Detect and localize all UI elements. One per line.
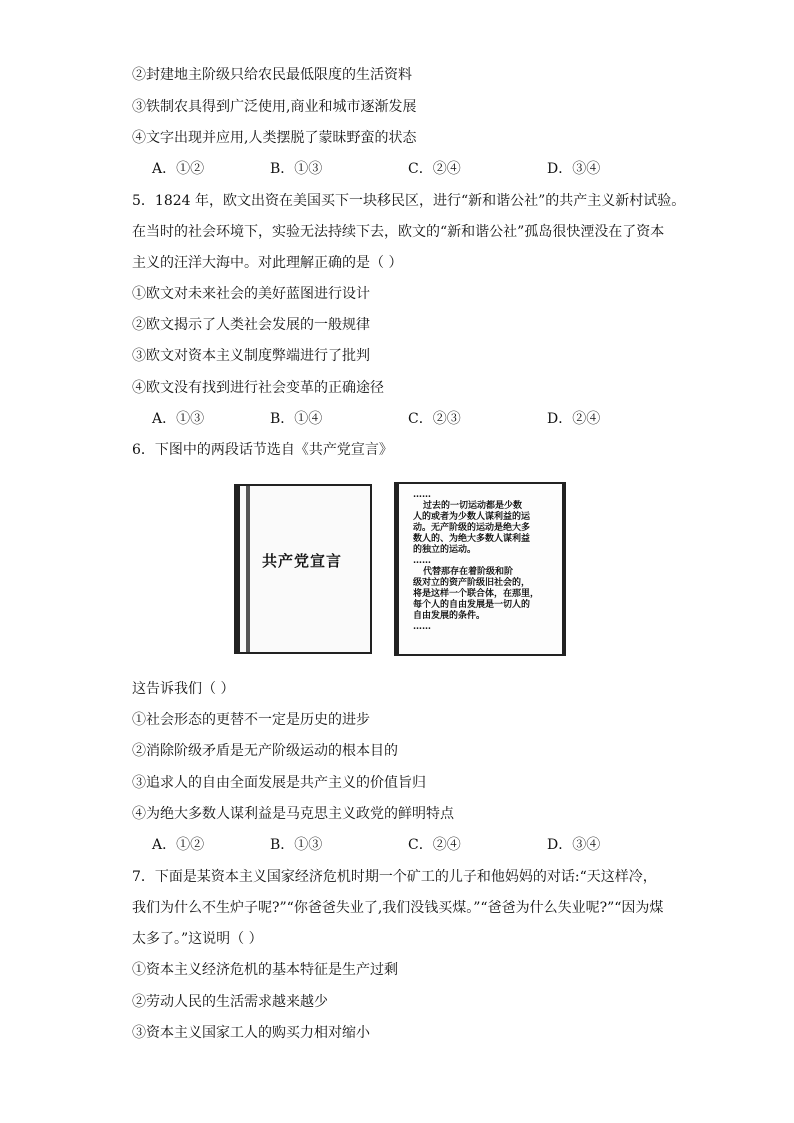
manifesto-book-cover [234,484,372,654]
q4-option-d[interactable]: D．③④ [547,161,601,177]
excerpt-line: 代替那存在着阶级和阶 [423,567,514,577]
q5-item-2: ②欧文揭示了人类社会发展的一般规律 [132,317,370,333]
excerpt-line: …… [413,490,431,500]
q4-option-a[interactable]: A．①② [152,161,205,177]
q7-item-3: ③资本主义国家工人的购买力相对缩小 [132,1025,370,1041]
q7-item-2: ②劳动人民的生活需求越来越少 [132,994,328,1010]
excerpt-line: 人的或者为少数人谋利益的运 [413,512,531,522]
q6-item-2: ②消除阶级矛盾是无产阶级运动的根本目的 [132,743,398,759]
book-title: 共产党宣言 [262,552,343,570]
q5-stem-line-3: 主义的汪洋大海中。对此理解正确的是（ ） [132,255,403,271]
excerpt-line: 每个人的自由发展是一切人的 [413,600,531,610]
q5-item-3: ③欧文对资本主义制度弊端进行了批判 [132,348,370,364]
q7-stem-line-3: 太多了。”这说明（ ） [132,931,263,947]
q6-option-c[interactable]: C．②④ [408,837,461,853]
excerpt-line: 的独立的运动。 [413,545,477,555]
excerpt-line: 自由发展的条件。 [413,611,486,621]
manifesto-excerpt-page [394,482,566,656]
excerpt-line: 过去的一切运动都是少数 [423,501,523,511]
excerpt-line: 数人的、为绝大多数人谋利益 [413,534,531,544]
excerpt-line: 动。无产阶级的运动是绝大多 [413,523,531,533]
q5-option-d[interactable]: D．②④ [547,411,601,427]
q6-option-d[interactable]: D．③④ [547,837,601,853]
excerpt-line: …… [413,556,431,566]
q6-item-1: ①社会形态的更替不一定是历史的进步 [132,712,370,728]
q7-item-1: ①资本主义经济危机的基本特征是生产过剩 [132,962,398,978]
q6-stem: 6．下图中的两段话节选自《共产党宣言》 [132,442,393,458]
excerpt-line: 将是这样一个联合体，在那里， [413,589,540,599]
q6-item-4: ④为绝大多数人谋利益是马克思主义政党的鲜明特点 [132,806,454,822]
q4-item-2: ②封建地主阶级只给农民最低限度的生活资料 [132,67,412,83]
q5-option-a[interactable]: A．①③ [152,411,205,427]
q6-item-3: ③追求人的自由全面发展是共产主义的价值旨归 [132,775,426,791]
manifesto-figure [234,482,570,657]
q5-item-1: ①欧文对未来社会的美好蓝图进行设计 [132,286,370,302]
q4-option-c[interactable]: C．②④ [408,161,461,177]
q6-option-b[interactable]: B．①③ [270,837,323,853]
excerpt-line: 级对立的资产阶级旧社会的， [413,578,531,588]
q6-options [152,836,632,854]
q4-options [152,160,632,178]
excerpt-line: …… [413,622,431,632]
q5-stem-line-2: 在当时的社会环境下，实验无法持续下去，欧文的“新和谐公社”孤岛很快湮没在了资本 [132,224,665,240]
q4-item-3: ③铁制农具得到广泛使用,商业和城市逐渐发展 [132,99,417,115]
q6-option-a[interactable]: A．①② [152,837,205,853]
q5-options [152,410,632,428]
q5-item-4: ④欧文没有找到进行社会变革的正确途径 [132,380,384,396]
q7-stem-line-2: 我们为什么不生炉子呢?”“你爸爸失业了,我们没钱买煤。”“爸爸为什么失业呢?”“因为煤 [132,900,664,916]
q4-option-b[interactable]: B．①③ [270,161,323,177]
q5-option-b[interactable]: B．①④ [270,411,323,427]
q7-stem-line-1: 7．下面是某资本主义国家经济危机时期一个矿工的儿子和他妈妈的对话:“天这样冷， [132,869,657,885]
q6-lead: 这告诉我们（ ） [132,681,235,697]
q4-item-4: ④文字出现并应用,人类摆脱了蒙昧野蛮的状态 [132,130,417,146]
q5-stem-line-1: 5．1824 年，欧文出资在美国买下一块移民区，进行“新和谐公社”的共产主义新村试验。 [132,193,686,209]
q5-option-c[interactable]: C．②③ [408,411,461,427]
book-spine [246,486,250,652]
